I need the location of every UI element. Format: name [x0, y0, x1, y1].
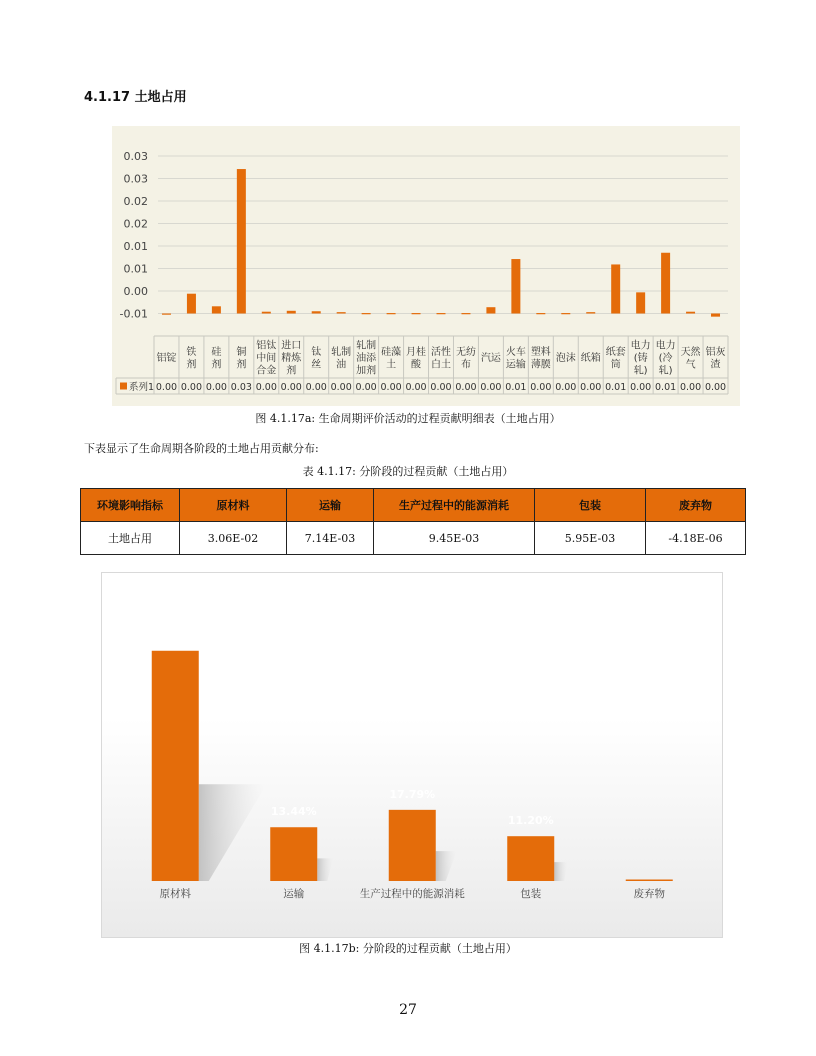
chart-bar	[661, 253, 670, 314]
figure-b-caption: 图 4.1.17b: 分阶段的过程贡献（土地占用）	[299, 942, 517, 955]
chart-bar	[636, 292, 645, 313]
chart-bar	[362, 313, 371, 314]
chart-bar	[586, 312, 595, 313]
bar-shadow	[554, 862, 567, 881]
category-label: 酸	[411, 359, 422, 371]
chart-bar	[626, 880, 673, 882]
process-contribution-chart	[112, 126, 740, 406]
chart-bar	[270, 827, 317, 881]
data-table-value: 0.00	[355, 382, 377, 393]
category-label: 中间	[256, 353, 277, 364]
category-label: 气	[685, 359, 696, 371]
data-table-value: 0.00	[679, 382, 702, 393]
category-label: 进口	[281, 340, 302, 352]
y-tick-label: 0.03	[123, 150, 148, 163]
chart-bar	[412, 313, 421, 314]
data-table-value: 0.00	[480, 382, 502, 393]
category-label: 铜	[236, 346, 247, 358]
category-label: 硅	[211, 346, 222, 358]
bar-shadow	[317, 858, 333, 881]
category-label: 布	[460, 359, 471, 371]
bar-shadow	[199, 784, 267, 881]
chart-bar	[262, 312, 271, 314]
category-label: 铝钛	[256, 340, 277, 352]
data-table-value: 0.00	[704, 382, 727, 393]
category-label: 剂	[286, 365, 297, 377]
chart-bar	[162, 314, 171, 315]
stage-contribution-table	[80, 488, 746, 555]
chart-bar	[437, 313, 446, 314]
category-label: 合金	[256, 365, 277, 377]
category-label: 油添	[356, 353, 377, 364]
y-tick-label: 0.01	[123, 262, 148, 276]
category-label: 无纺	[455, 346, 476, 358]
cell-indicator: 土地占用	[81, 522, 180, 555]
data-table-value: 0.00	[405, 382, 427, 393]
category-label: 薄膜	[530, 359, 551, 371]
data-table-value: 0.00	[255, 382, 277, 393]
chart-bar	[187, 294, 196, 314]
category-label: (铸	[633, 353, 648, 364]
data-table-value: 0.00	[530, 382, 552, 393]
category-label: 纸箱	[580, 353, 601, 364]
category-label: 渣	[710, 359, 721, 371]
legend-key	[120, 383, 127, 390]
chart-bar	[711, 314, 720, 317]
chart-bar	[686, 312, 695, 314]
y-tick-label: 0.01	[123, 240, 148, 253]
category-label: 轧制	[356, 340, 377, 352]
header-indicator: 环境影响指标	[81, 489, 180, 522]
cell-waste: -4.18E-06	[646, 522, 746, 555]
chart-bar	[312, 311, 321, 313]
page-number: 27	[399, 1002, 417, 1018]
header-transport: 运输	[287, 489, 374, 522]
stage-contribution-chart	[101, 572, 723, 938]
category-label: 运输	[505, 359, 526, 371]
category-label: 钛	[311, 346, 322, 358]
category-label: 塑料	[530, 346, 551, 358]
category-label: (冷	[658, 353, 673, 364]
data-table-value: 0.00	[330, 382, 352, 393]
bar-shadow	[436, 851, 457, 881]
data-table-value: 0.00	[455, 382, 477, 393]
table-caption: 表 4.1.17: 分阶段的过程贡献（土地占用）	[302, 465, 514, 478]
category-label: 泡沫	[555, 353, 576, 364]
data-table-value: 0.00	[205, 382, 227, 393]
category-label: 硅藻	[381, 346, 402, 358]
category-label: 轧)	[658, 365, 673, 377]
header-energy: 生产过程中的能源消耗	[374, 489, 535, 522]
data-table-value: 0.00	[555, 382, 577, 393]
cell-energy: 9.45E-03	[374, 522, 535, 555]
data-table-value: 0.03	[230, 382, 252, 393]
chart1-svg	[112, 126, 740, 406]
chart-bar	[337, 312, 346, 313]
category-label: 加剂	[356, 365, 377, 377]
section-heading: 4.1.17 土地占用	[84, 90, 187, 105]
category-label: 纸套	[605, 346, 626, 358]
data-label: 13.44%	[270, 805, 317, 819]
data-table-value: 0.00	[305, 382, 327, 393]
data-label: 57.56%	[152, 628, 199, 642]
category-label: 天然	[680, 346, 701, 358]
y-tick-label: -0.01	[119, 307, 148, 321]
intro-text: 下表显示了生命周期各阶段的土地占用贡献分布:	[84, 442, 319, 455]
category-label: 轧制	[331, 346, 352, 358]
category-label: 铝锭	[156, 353, 177, 364]
category-label: 包装	[520, 888, 542, 900]
data-table-value: 0.01	[655, 382, 677, 393]
figure-a-caption: 图 4.1.17a: 生命周期评价活动的过程贡献明细表（土地占用）	[255, 412, 561, 425]
category-label: 精炼	[281, 353, 302, 364]
data-table-value: 0.00	[180, 382, 203, 393]
category-label: 白土	[431, 359, 451, 371]
chart-bar	[237, 169, 246, 313]
y-tick-label: 0.03	[123, 172, 148, 186]
category-label: 运输	[283, 888, 305, 900]
category-label: 铁	[186, 346, 197, 358]
chart-bar	[507, 836, 554, 881]
chart-bar	[486, 307, 495, 313]
table-row	[81, 522, 746, 555]
category-label: 筒	[610, 359, 621, 371]
chart-bar	[536, 313, 545, 314]
category-label: 剂	[211, 359, 222, 371]
category-label: 原材料	[159, 888, 191, 900]
category-label: 废弃物	[633, 888, 665, 900]
data-label: 11.20%	[507, 814, 554, 828]
chart-bar	[389, 810, 436, 881]
chart-bar	[212, 306, 221, 313]
data-table-value: 0.00	[380, 382, 402, 393]
data-table-value: 0.00	[430, 382, 452, 393]
header-waste: 废弃物	[646, 489, 746, 522]
header-raw-material: 原材料	[180, 489, 287, 522]
cell-packaging: 5.95E-03	[535, 522, 646, 555]
category-label: 火车	[505, 346, 526, 358]
category-label: 电力	[630, 340, 651, 352]
chart2-svg	[102, 573, 722, 937]
category-label: 轧)	[633, 365, 648, 377]
y-tick-label: 0.02	[123, 217, 148, 231]
category-label: 生产过程中的能源消耗	[359, 888, 465, 900]
chart-bar	[387, 313, 396, 314]
chart-bar	[152, 651, 199, 881]
data-label: 17.79%	[389, 787, 436, 801]
table-header-row	[81, 489, 746, 522]
category-label: 丝	[311, 359, 322, 371]
category-label: 汽运	[480, 353, 501, 364]
category-label: 剂	[186, 359, 197, 371]
chart-bar	[287, 311, 296, 314]
chart-bar	[461, 313, 470, 314]
cell-raw-material: 3.06E-02	[180, 522, 287, 555]
category-label: 活性	[431, 346, 451, 358]
data-table-value: 0.00	[280, 382, 302, 393]
legend-label: 系列1	[129, 382, 155, 393]
category-label: 油	[336, 359, 347, 371]
chart-bar	[511, 259, 520, 313]
data-table-value: 0.00	[155, 382, 178, 393]
category-label: 土	[386, 359, 397, 371]
data-table-value: 0.00	[630, 382, 652, 393]
chart-bar	[561, 313, 570, 314]
category-label: 剂	[236, 359, 247, 371]
cell-transport: 7.14E-03	[287, 522, 374, 555]
data-table-value: 0.01	[605, 382, 627, 393]
y-tick-label: 0.00	[123, 285, 148, 298]
header-packaging: 包装	[535, 489, 646, 522]
category-label: 铝灰	[705, 346, 726, 358]
category-label: 月桂	[406, 346, 427, 358]
y-tick-label: 0.02	[123, 195, 148, 208]
data-table-value: 0.00	[580, 382, 602, 393]
category-label: 电力	[655, 340, 676, 352]
data-table-value: 0.01	[505, 382, 527, 393]
chart-bar	[611, 264, 620, 313]
